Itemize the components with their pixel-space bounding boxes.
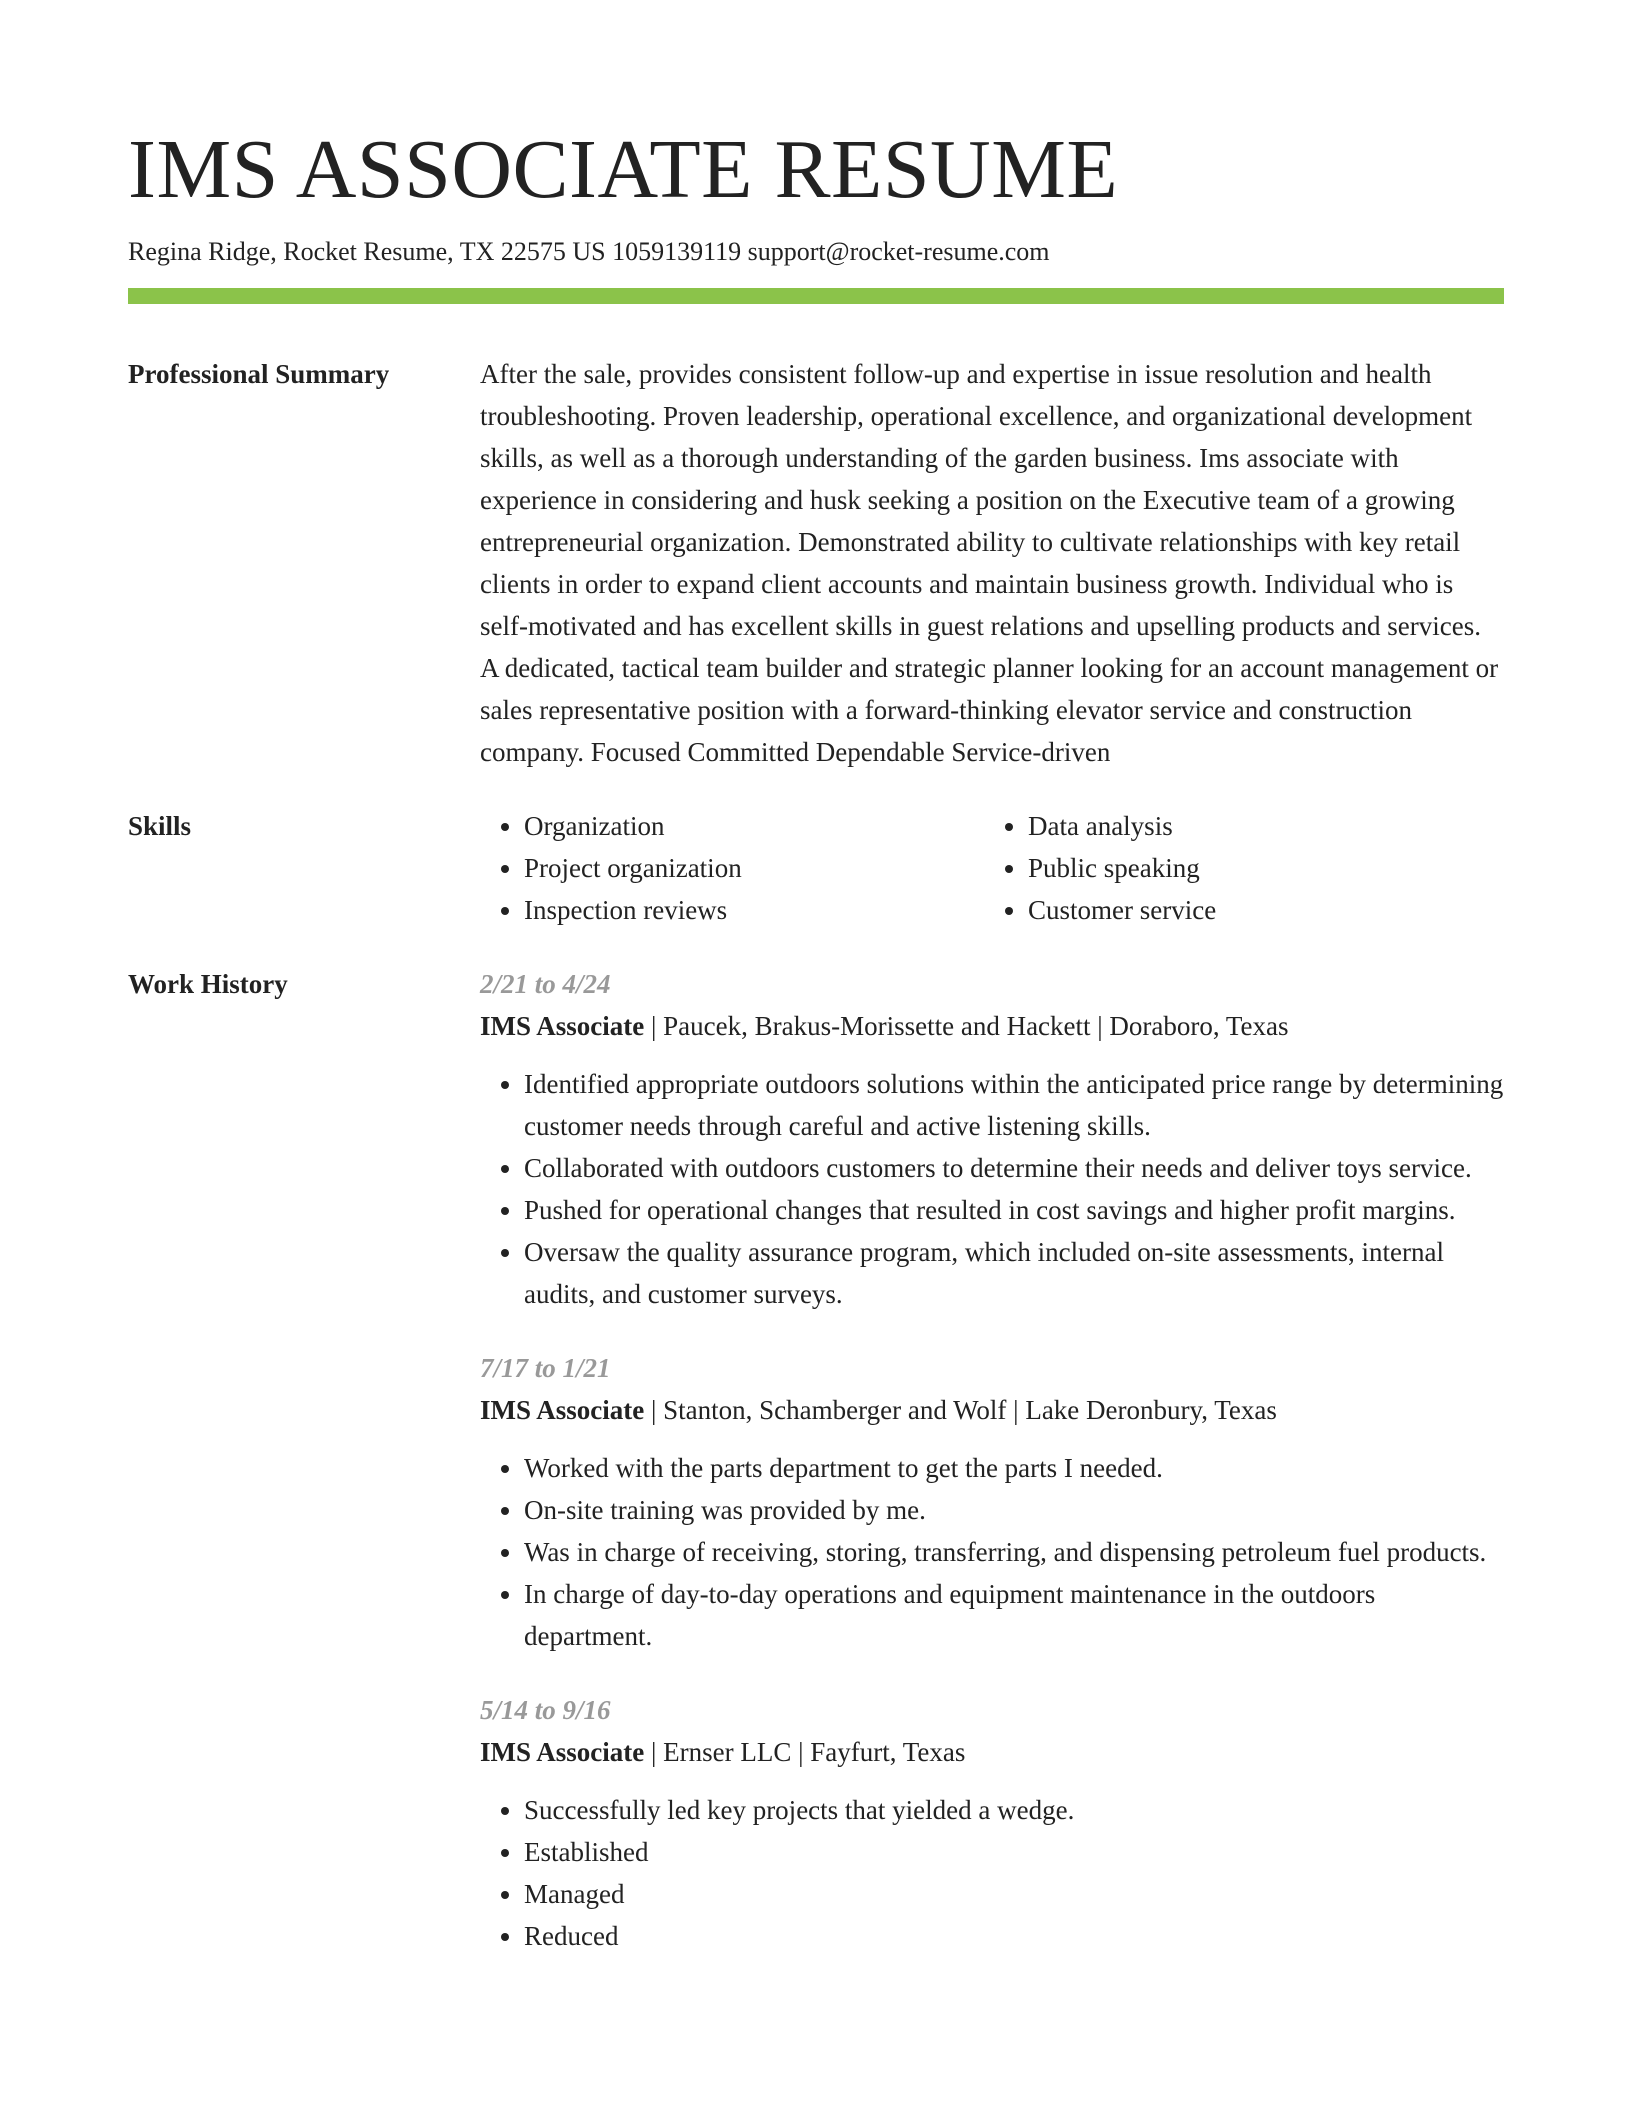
job-date: 7/17 to 1/21 (480, 1353, 611, 1383)
skill-item: • Inspection reviews (524, 889, 984, 931)
job-bullet: • Successfully led key projects that yielded a wedge. (524, 1789, 1504, 1831)
work-history-body (480, 963, 1504, 1989)
skills-list-right (984, 805, 1448, 931)
resume-title: IMS ASSOCIATE RESUME (128, 123, 1119, 216)
professional-summary-section (128, 353, 1504, 773)
work-history-section (128, 963, 1504, 1989)
job-bullet: • Pushed for operational changes that resulted in cost savings and higher profit margins. (524, 1189, 1504, 1231)
job-title: IMS Associate (480, 1395, 645, 1425)
job-details: | Stanton, Schamberger and Wolf | Lake Deronbury, Texas (644, 1395, 1277, 1425)
job-bullet: • Managed (524, 1873, 1504, 1915)
skills-list-left (480, 805, 984, 931)
summary-text: After the sale, provides consistent follow-up and expertise in issue resolution and health troubleshooting. Proven leadership, operational excellence, and organizational development skills, as well as a thorough understanding of the garden business. Ims associate with experience in considering and husk seeking a position on the Executive team of a growing entrepreneurial organization. Demonstrated ability to cultivate relationships with key retail clients in order to expand client accounts and maintain business growth. Individual who is self-motivated and has excellent skills in guest relations and upselling products and services. A dedicated, tactical team builder and strategic planner looking for an account management or sales representative position with a forward-thinking elevator service and construction company. Focused Committed Dependable Service-driven (480, 359, 1499, 767)
summary-body (480, 353, 1504, 773)
skill-item: • Data analysis (1028, 805, 1448, 847)
skill-item: • Customer service (1028, 889, 1448, 931)
job-bullet: • Reduced (524, 1915, 1504, 1957)
job-entry (480, 1347, 1504, 1657)
job-title: IMS Associate (480, 1011, 645, 1041)
contact-line: Regina Ridge, Rocket Resume, TX 22575 US 1059139119 support@rocket-resume.com (128, 237, 1050, 266)
job-bullets (480, 1447, 1504, 1657)
job-date: 2/21 to 4/24 (480, 969, 611, 999)
resume-page (128, 118, 1504, 1989)
job-bullet: • Worked with the parts department to get the parts I needed. (524, 1447, 1504, 1489)
skill-item: • Organization (524, 805, 984, 847)
section-heading-skills: Skills (128, 811, 192, 841)
header-divider (128, 288, 1504, 304)
job-title: IMS Associate (480, 1737, 645, 1767)
job-details: | Ernser LLC | Fayfurt, Texas (644, 1737, 966, 1767)
job-bullet: • In charge of day-to-day operations and equipment maintenance in the outdoors department. (524, 1573, 1504, 1657)
job-bullets (480, 1789, 1504, 1957)
job-details: | Paucek, Brakus-Morissette and Hackett | Doraboro, Texas (644, 1011, 1289, 1041)
job-bullets (480, 1063, 1504, 1315)
job-bullet: • Oversaw the quality assurance program, which included on-site assessments, internal audits, and customer surveys. (524, 1231, 1504, 1315)
skill-item: • Public speaking (1028, 847, 1448, 889)
job-bullet: • Was in charge of receiving, storing, transferring, and dispensing petroleum fuel products. (524, 1531, 1504, 1573)
skills-section (128, 805, 1504, 931)
job-heading (480, 1731, 1504, 1773)
job-entry (480, 963, 1504, 1315)
job-bullet: • On-site training was provided by me. (524, 1489, 1504, 1531)
skills-grid (480, 805, 1504, 931)
job-bullet: • Collaborated with outdoors customers to determine their needs and deliver toys service. (524, 1147, 1504, 1189)
section-heading-summary: Professional Summary (128, 359, 390, 389)
job-bullet: • Established (524, 1831, 1504, 1873)
job-bullet: • Identified appropriate outdoors solutions within the anticipated price range by determining customer needs through careful and active listening skills. (524, 1063, 1504, 1147)
section-heading-work-history: Work History (128, 969, 288, 999)
job-heading (480, 1389, 1504, 1431)
job-date: 5/14 to 9/16 (480, 1695, 611, 1725)
job-heading (480, 1005, 1504, 1047)
skills-body (480, 805, 1504, 931)
skill-item: • Project organization (524, 847, 984, 889)
job-entry (480, 1689, 1504, 1957)
